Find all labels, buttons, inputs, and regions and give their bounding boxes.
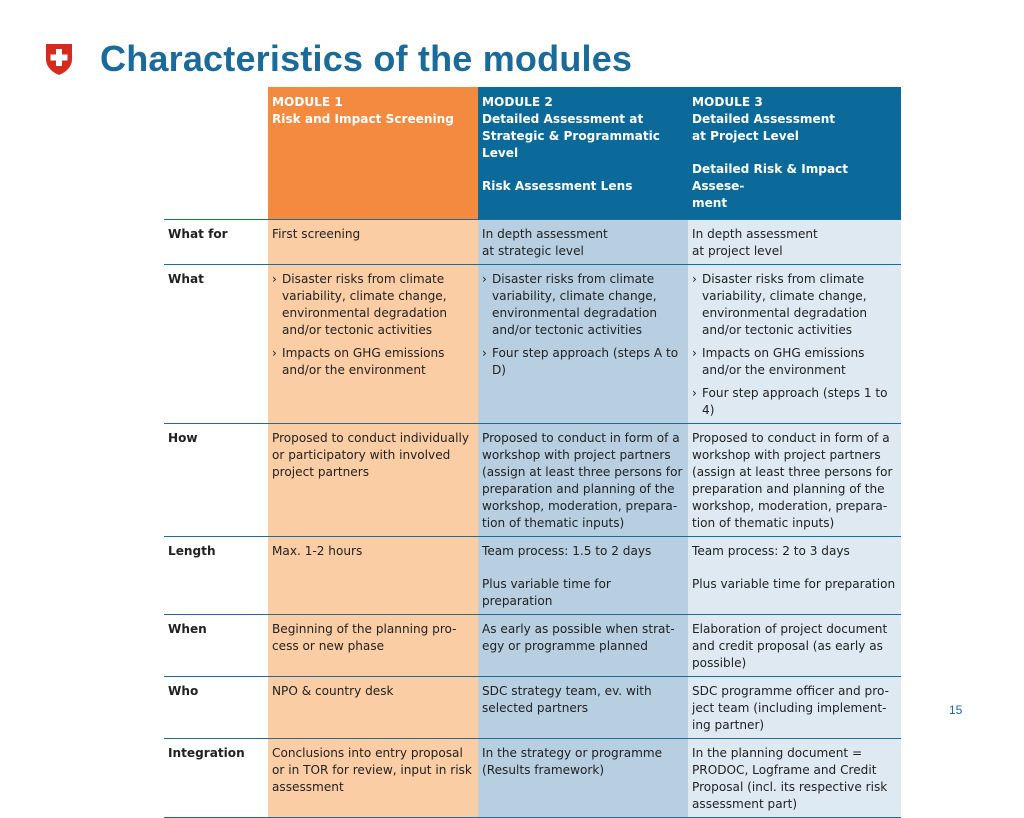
list-item: › Disaster risks from climate variability, climate change, environmental degradation and/or tectonic activities bbox=[692, 271, 897, 339]
module3-detail-line1: Detailed Risk & Impact Assese- bbox=[692, 162, 849, 193]
what-module1-list bbox=[272, 271, 474, 379]
what-module2-list bbox=[482, 271, 684, 379]
length-module2 bbox=[478, 537, 688, 615]
module3-subtitle-line2: at Project Level bbox=[692, 129, 799, 143]
module2-subtitle-line2: Strategic & Programmatic bbox=[482, 129, 660, 143]
row-label-who: Who bbox=[164, 677, 268, 739]
what-module2 bbox=[478, 265, 688, 424]
how-module3: Proposed to conduct in form of a workshop with project partners (assign at least three persons for preparation and planning of the workshop, moderation, prepara-tion of thematic inputs) bbox=[688, 424, 901, 537]
length-module3-line1: Team process: 2 to 3 days bbox=[692, 544, 850, 558]
what-for-module3-line2: at project level bbox=[692, 244, 783, 258]
list-item: › Disaster risks from climate variability, climate change, environmental degradation and/or tectonic activities bbox=[482, 271, 684, 339]
integration-module3: In the planning document = PRODOC, Logframe and Credit Proposal (incl. its respective risk assessment part) bbox=[688, 739, 901, 818]
integration-module1: Conclusions into entry proposal or in TOR for review, input in risk assessment bbox=[268, 739, 478, 818]
when-module2: As early as possible when strat-egy or programme planned bbox=[478, 615, 688, 677]
module2-subtitle-line1: Detailed Assessment at bbox=[482, 112, 644, 126]
who-module2: SDC strategy team, ev. with selected partners bbox=[478, 677, 688, 739]
row-how bbox=[164, 424, 901, 537]
page-title: Characteristics of the modules bbox=[100, 38, 633, 79]
header-corner bbox=[164, 87, 268, 220]
row-label-when: When bbox=[164, 615, 268, 677]
row-label-integration: Integration bbox=[164, 739, 268, 818]
what-for-module1: First screening bbox=[268, 220, 478, 265]
when-module1: Beginning of the planning pro-cess or new phase bbox=[268, 615, 478, 677]
who-module3: SDC programme officer and pro-ject team (including implement-ing partner) bbox=[688, 677, 901, 739]
what-for-module3-line1: In depth assessment bbox=[692, 227, 818, 241]
what-for-module2-line2: at strategic level bbox=[482, 244, 584, 258]
module1-name: MODULE 1 bbox=[272, 95, 343, 109]
length-module1: Max. 1-2 hours bbox=[268, 537, 478, 615]
module3-name: MODULE 3 bbox=[692, 95, 763, 109]
length-module2-line2: Plus variable time for preparation bbox=[482, 577, 611, 608]
module3-header bbox=[688, 87, 901, 220]
row-who bbox=[164, 677, 901, 739]
module3-detail-line2: ment bbox=[692, 196, 728, 210]
what-module3 bbox=[688, 265, 901, 424]
module2-subtitle-line3: Level bbox=[482, 146, 519, 160]
row-label-length: Length bbox=[164, 537, 268, 615]
module3-subtitle-line1: Detailed Assessment bbox=[692, 112, 836, 126]
spacer bbox=[482, 162, 684, 178]
module1-subtitle: Risk and Impact Screening bbox=[272, 112, 454, 126]
what-module3-list bbox=[692, 271, 897, 419]
row-what bbox=[164, 265, 901, 424]
modules-table bbox=[164, 87, 901, 818]
list-item: › Impacts on GHG emissions and/or the environment bbox=[692, 345, 897, 379]
page-number: 15 bbox=[949, 703, 963, 717]
swiss-cross-shield-icon bbox=[44, 42, 74, 76]
length-module3-line2: Plus variable time for preparation bbox=[692, 577, 896, 591]
list-item: › Disaster risks from climate variability, climate change, environmental degradation and/or tectonic activities bbox=[272, 271, 474, 339]
spacer bbox=[482, 560, 684, 576]
what-for-module3 bbox=[688, 220, 901, 265]
list-item: › Impacts on GHG emissions and/or the environment bbox=[272, 345, 474, 379]
row-label-what-for: What for bbox=[164, 220, 268, 265]
module2-lens: Risk Assessment Lens bbox=[482, 179, 633, 193]
table-header-row bbox=[164, 87, 901, 220]
list-item: › Four step approach (steps A to D) bbox=[482, 345, 684, 379]
title-row bbox=[44, 38, 632, 80]
integration-module2: In the strategy or programme (Results framework) bbox=[478, 739, 688, 818]
spacer bbox=[692, 145, 897, 161]
what-for-module2 bbox=[478, 220, 688, 265]
how-module1: Proposed to conduct individually or participatory with involved project partners bbox=[268, 424, 478, 537]
row-label-what: What bbox=[164, 265, 268, 424]
row-when bbox=[164, 615, 901, 677]
module2-name: MODULE 2 bbox=[482, 95, 553, 109]
what-for-module2-line1: In depth assessment bbox=[482, 227, 608, 241]
how-module2: Proposed to conduct in form of a workshop with project partners (assign at least three persons for preparation and planning of the workshop, moderation, prepara-tion of thematic inputs) bbox=[478, 424, 688, 537]
row-what-for bbox=[164, 220, 901, 265]
row-length bbox=[164, 537, 901, 615]
when-module3: Elaboration of project document and credit proposal (as early as possible) bbox=[688, 615, 901, 677]
row-integration bbox=[164, 739, 901, 818]
row-label-how: How bbox=[164, 424, 268, 537]
list-item: › Four step approach (steps 1 to 4) bbox=[692, 385, 897, 419]
module1-header bbox=[268, 87, 478, 220]
module2-header bbox=[478, 87, 688, 220]
length-module2-line1: Team process: 1.5 to 2 days bbox=[482, 544, 652, 558]
what-module1 bbox=[268, 265, 478, 424]
length-module3 bbox=[688, 537, 901, 615]
spacer bbox=[692, 560, 897, 576]
who-module1: NPO & country desk bbox=[268, 677, 478, 739]
